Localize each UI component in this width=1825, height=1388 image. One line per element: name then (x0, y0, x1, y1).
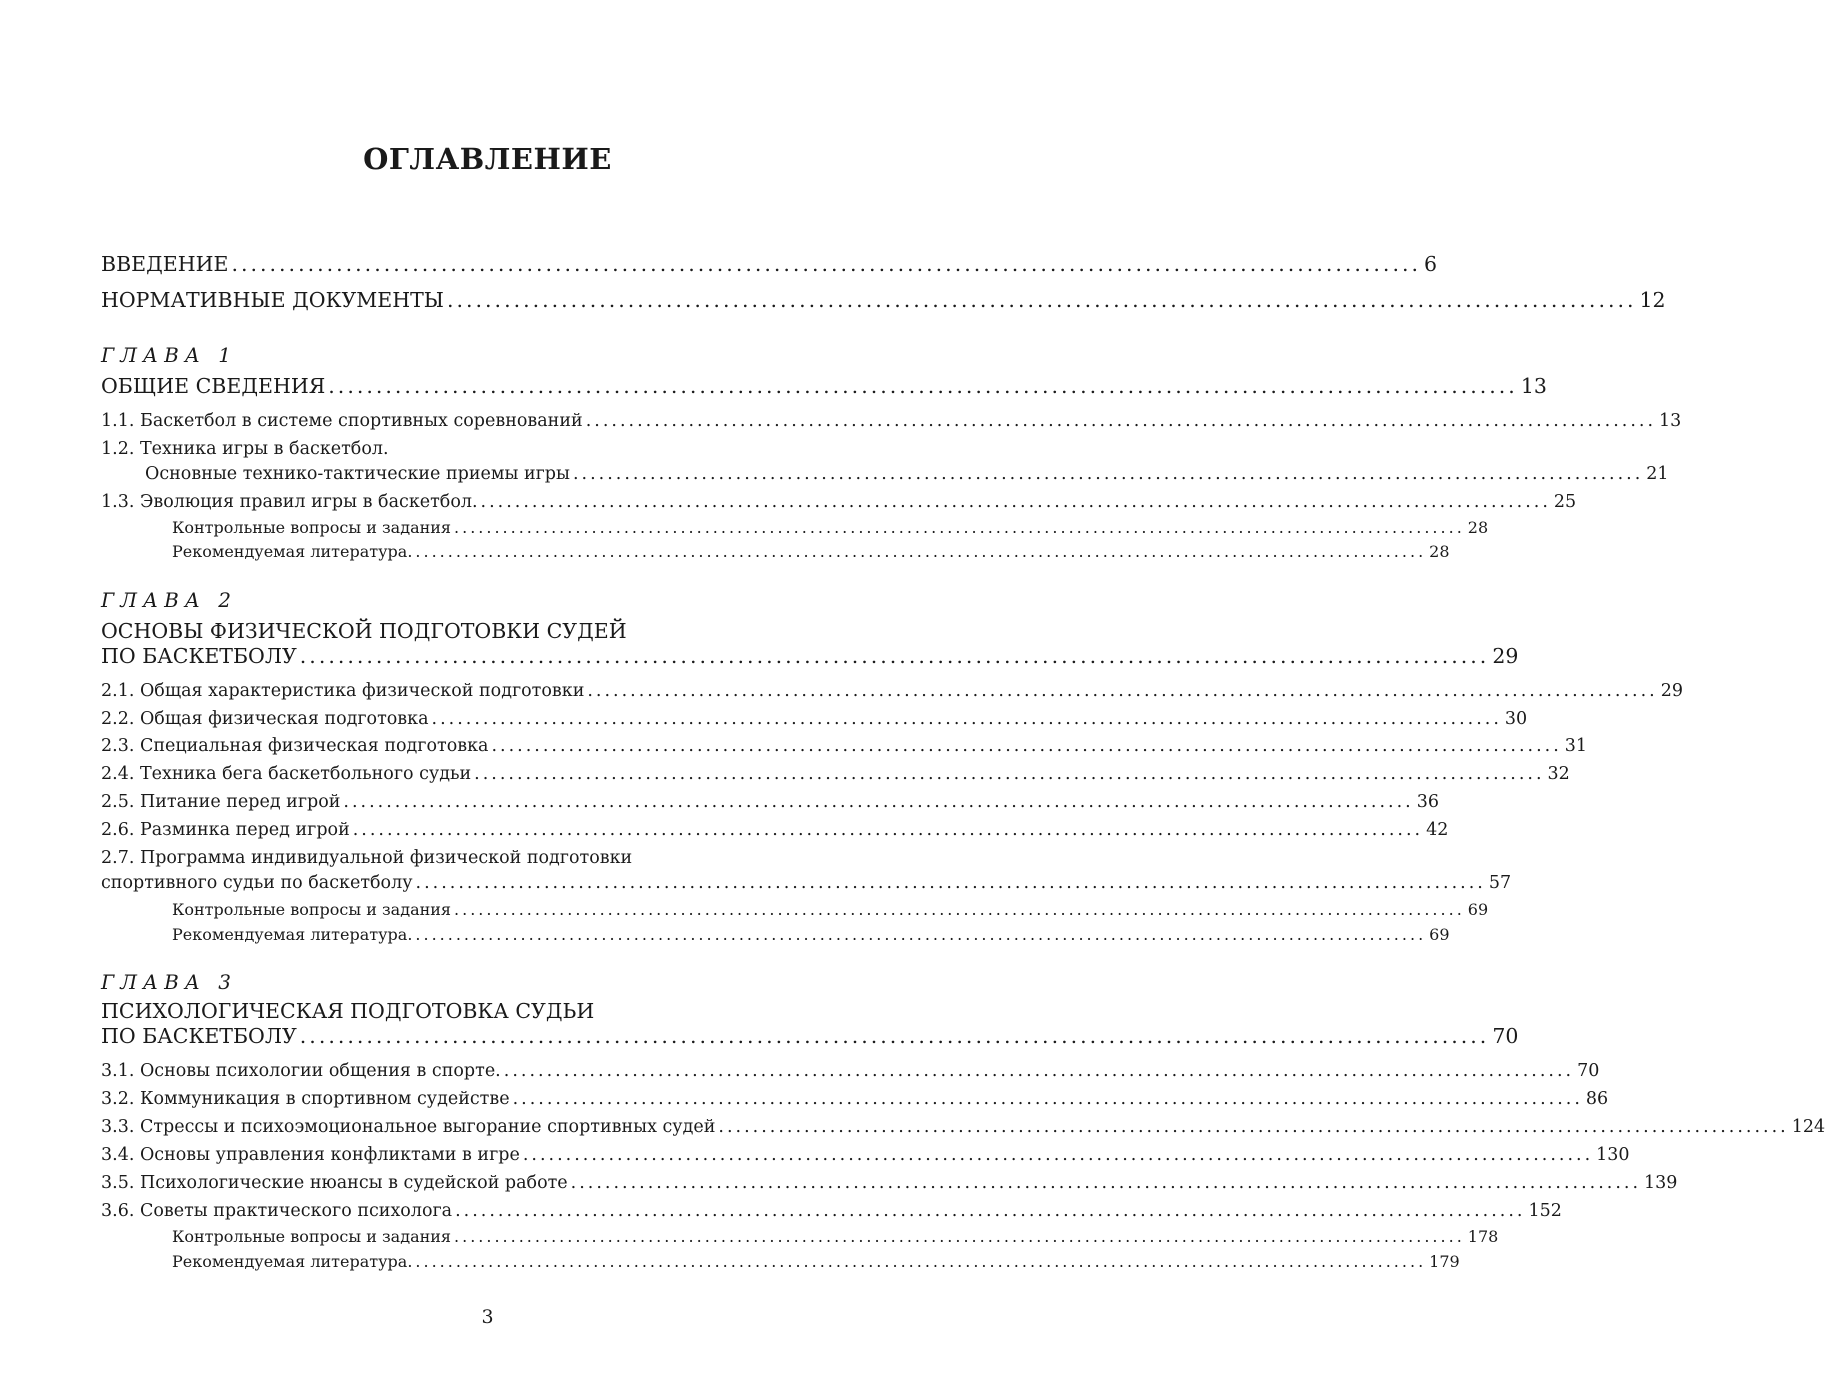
toc-section-label-line1: 1.2. Техника игры в баскетбол. (101, 439, 389, 459)
dot-leader: ............................................................................................................................. (503, 1061, 1575, 1081)
toc-entry-label: 2.1. Общая характеристика физической подготовки (101, 681, 585, 701)
toc-section-entry[interactable] (101, 492, 1577, 512)
toc-section-entry[interactable] (101, 411, 1682, 431)
dot-leader: ............................................................................................................................. (455, 1201, 1526, 1221)
toc-entry-label: Рекомендуемая литература. (172, 925, 413, 944)
toc-section-entry[interactable] (101, 820, 1449, 840)
toc-chapter-heading[interactable] (101, 374, 1547, 398)
toc-extra-entry[interactable] (101, 542, 1450, 561)
toc-entry-label: Рекомендуемая литература. (172, 1252, 413, 1271)
dot-leader: ............................................................................................................................. (491, 736, 1562, 756)
dot-leader: ............................................................................................................................. (522, 1145, 1594, 1165)
chapter-label: ГЛАВА 1 (101, 343, 238, 367)
toc-entry-page: 178 (1467, 1227, 1499, 1246)
dot-leader: ............................................................................................................................. (454, 1227, 1465, 1246)
toc-entry-label: ПО БАСКЕТБОЛУ (101, 1024, 297, 1048)
chapter-label: ГЛАВА 3 (101, 970, 238, 994)
toc-entry-page: 152 (1528, 1201, 1562, 1221)
toc-entry-label: 1.3. Эволюция правил игры в баскетбол. (101, 492, 478, 512)
dot-leader: ............................................................................................................................. (512, 1089, 1583, 1109)
toc-section-entry[interactable] (101, 709, 1528, 729)
toc-section-entry[interactable] (101, 464, 1669, 484)
toc-entry-page: 179 (1429, 1252, 1460, 1271)
toc-chapter-heading[interactable] (101, 1024, 1519, 1048)
toc-extra-entry[interactable] (101, 1252, 1460, 1271)
toc-extra-entry[interactable] (101, 925, 1450, 944)
toc-entry-label: 3.5. Психологические нюансы в судейской работе (101, 1173, 568, 1193)
toc-chapter-heading-line1: ПСИХОЛОГИЧЕСКАЯ ПОДГОТОВКА СУДЬИ (101, 999, 595, 1023)
toc-entry-label: 3.6. Советы практического психолога (101, 1201, 453, 1221)
toc-entry-label: Контрольные вопросы и задания (172, 900, 452, 919)
toc-entry-label: 3.2. Коммуникация в спортивном судействе (101, 1089, 510, 1109)
dot-leader: ............................................................................................................................. (718, 1117, 1789, 1137)
toc-entry-label: спортивного судьи по баскетболу (101, 873, 413, 893)
page-title: ОГЛАВЛЕНИЕ (363, 142, 612, 176)
toc-entry-label: 2.2. Общая физическая подготовка (101, 709, 429, 729)
toc-section-entry[interactable] (101, 681, 1683, 701)
toc-entry-page: 25 (1553, 492, 1577, 512)
dot-leader: ............................................................................................................................. (299, 644, 1490, 668)
toc-entry-page: 29 (1492, 644, 1519, 668)
dot-leader: ............................................................................................................................. (454, 900, 1465, 919)
dot-leader: ............................................................................................................................. (352, 820, 1424, 840)
page-number: 3 (481, 1306, 494, 1328)
toc-entry-label: 2.6. Разминка перед игрой (101, 820, 350, 840)
toc-entry-label: 2.5. Питание перед игрой (101, 792, 341, 812)
dot-leader: ............................................................................................................................. (415, 925, 1427, 944)
toc-entry-label: 3.4. Основы управления конфликтами в игре (101, 1145, 520, 1165)
dot-leader: ............................................................................................................................. (572, 464, 1644, 484)
dot-leader: ............................................................................................................................. (587, 681, 1658, 701)
dot-leader: ............................................................................................................................. (446, 288, 1637, 312)
dot-leader: ............................................................................................................................. (454, 518, 1465, 537)
dot-leader: ............................................................................................................................. (415, 542, 1427, 561)
toc-entry-page: 31 (1564, 736, 1588, 756)
toc-extra-entry[interactable] (101, 900, 1489, 919)
toc-entry-label: 1.1. Баскетбол в системе спортивных соревнований (101, 411, 583, 431)
toc-section-entry[interactable] (101, 1089, 1609, 1109)
dot-leader: ............................................................................................................................. (431, 709, 1502, 729)
toc-entry-page: 13 (1659, 411, 1682, 431)
toc-entry-label: 2.4. Техника бега баскетбольного судьи (101, 764, 472, 784)
toc-entry-page: 21 (1646, 464, 1669, 484)
toc-entry-page: 36 (1416, 792, 1440, 812)
toc-section-label-line1: 2.7. Программа индивидуальной физической подготовки (101, 848, 633, 868)
toc-entry-label: 3.3. Стрессы и психоэмоциональное выгорание спортивных судей (101, 1117, 716, 1137)
toc-entry-normative-documents[interactable] (101, 288, 1666, 312)
toc-entry-label: ПО БАСКЕТБОЛУ (101, 644, 297, 668)
toc-entry-label: ОБЩИЕ СВЕДЕНИЯ (101, 374, 326, 398)
toc-entry-label: ВВЕДЕНИЕ (101, 252, 229, 276)
toc-entry-label: Контрольные вопросы и задания (172, 1227, 452, 1246)
toc-section-entry[interactable] (101, 736, 1588, 756)
toc-entry-page: 70 (1577, 1061, 1600, 1081)
toc-entry-page: 69 (1467, 900, 1489, 919)
toc-section-entry[interactable] (101, 792, 1440, 812)
toc-entry-label: 3.1. Основы психологии общения в спорте. (101, 1061, 501, 1081)
toc-chapter-heading[interactable] (101, 644, 1519, 668)
toc-entry-label: Рекомендуемая литература. (172, 542, 413, 561)
toc-section-entry[interactable] (101, 764, 1570, 784)
toc-entry-page: 124 (1791, 1117, 1825, 1137)
toc-section-entry[interactable] (101, 873, 1512, 893)
toc-extra-entry[interactable] (101, 518, 1489, 537)
dot-leader: ............................................................................................................................. (328, 374, 1518, 398)
toc-section-entry[interactable] (101, 1201, 1562, 1221)
dot-leader: ............................................................................................................................. (480, 492, 1551, 512)
toc-section-entry[interactable] (101, 1117, 1825, 1137)
dot-leader: ............................................................................................................................. (474, 764, 1545, 784)
dot-leader: ............................................................................................................................. (570, 1173, 1642, 1193)
toc-entry-label: Основные технико-тактические приемы игры (145, 464, 570, 484)
toc-entry-page: 28 (1429, 542, 1450, 561)
toc-entry-page: 12 (1639, 288, 1666, 312)
toc-section-entry[interactable] (101, 1061, 1600, 1081)
toc-entry-page: 42 (1426, 820, 1449, 840)
toc-section-entry[interactable] (101, 1145, 1630, 1165)
toc-entry-page: 29 (1660, 681, 1683, 701)
toc-entry-page: 139 (1644, 1173, 1678, 1193)
dot-leader: ............................................................................................................................. (343, 792, 1414, 812)
dot-leader: ............................................................................................................................. (415, 1252, 1427, 1271)
toc-entry-page: 28 (1467, 518, 1489, 537)
toc-entry-label: Контрольные вопросы и задания (172, 518, 452, 537)
toc-entry-page: 30 (1504, 709, 1528, 729)
toc-entry-page: 69 (1429, 925, 1450, 944)
toc-entry-label: 2.3. Специальная физическая подготовка (101, 736, 489, 756)
toc-entry-introduction[interactable] (101, 252, 1438, 276)
toc-chapter-heading-line1: ОСНОВЫ ФИЗИЧЕСКОЙ ПОДГОТОВКИ СУДЕЙ (101, 619, 627, 643)
toc-entry-label: НОРМАТИВНЫЕ ДОКУМЕНТЫ (101, 288, 444, 312)
dot-leader: ............................................................................................................................. (415, 873, 1486, 893)
toc-section-entry[interactable] (101, 1173, 1678, 1193)
toc-entry-page: 86 (1585, 1089, 1609, 1109)
chapter-label: ГЛАВА 2 (101, 588, 238, 612)
toc-entry-page: 130 (1596, 1145, 1630, 1165)
toc-entry-page: 32 (1547, 764, 1570, 784)
toc-extra-entry[interactable] (101, 1227, 1499, 1246)
toc-entry-page: 6 (1424, 252, 1438, 276)
dot-leader: ............................................................................................................................. (231, 252, 1421, 276)
dot-leader: ............................................................................................................................. (585, 411, 1657, 431)
toc-entry-page: 70 (1492, 1024, 1519, 1048)
toc-entry-page: 13 (1520, 374, 1547, 398)
dot-leader: ............................................................................................................................. (299, 1024, 1490, 1048)
toc-entry-page: 57 (1488, 873, 1512, 893)
